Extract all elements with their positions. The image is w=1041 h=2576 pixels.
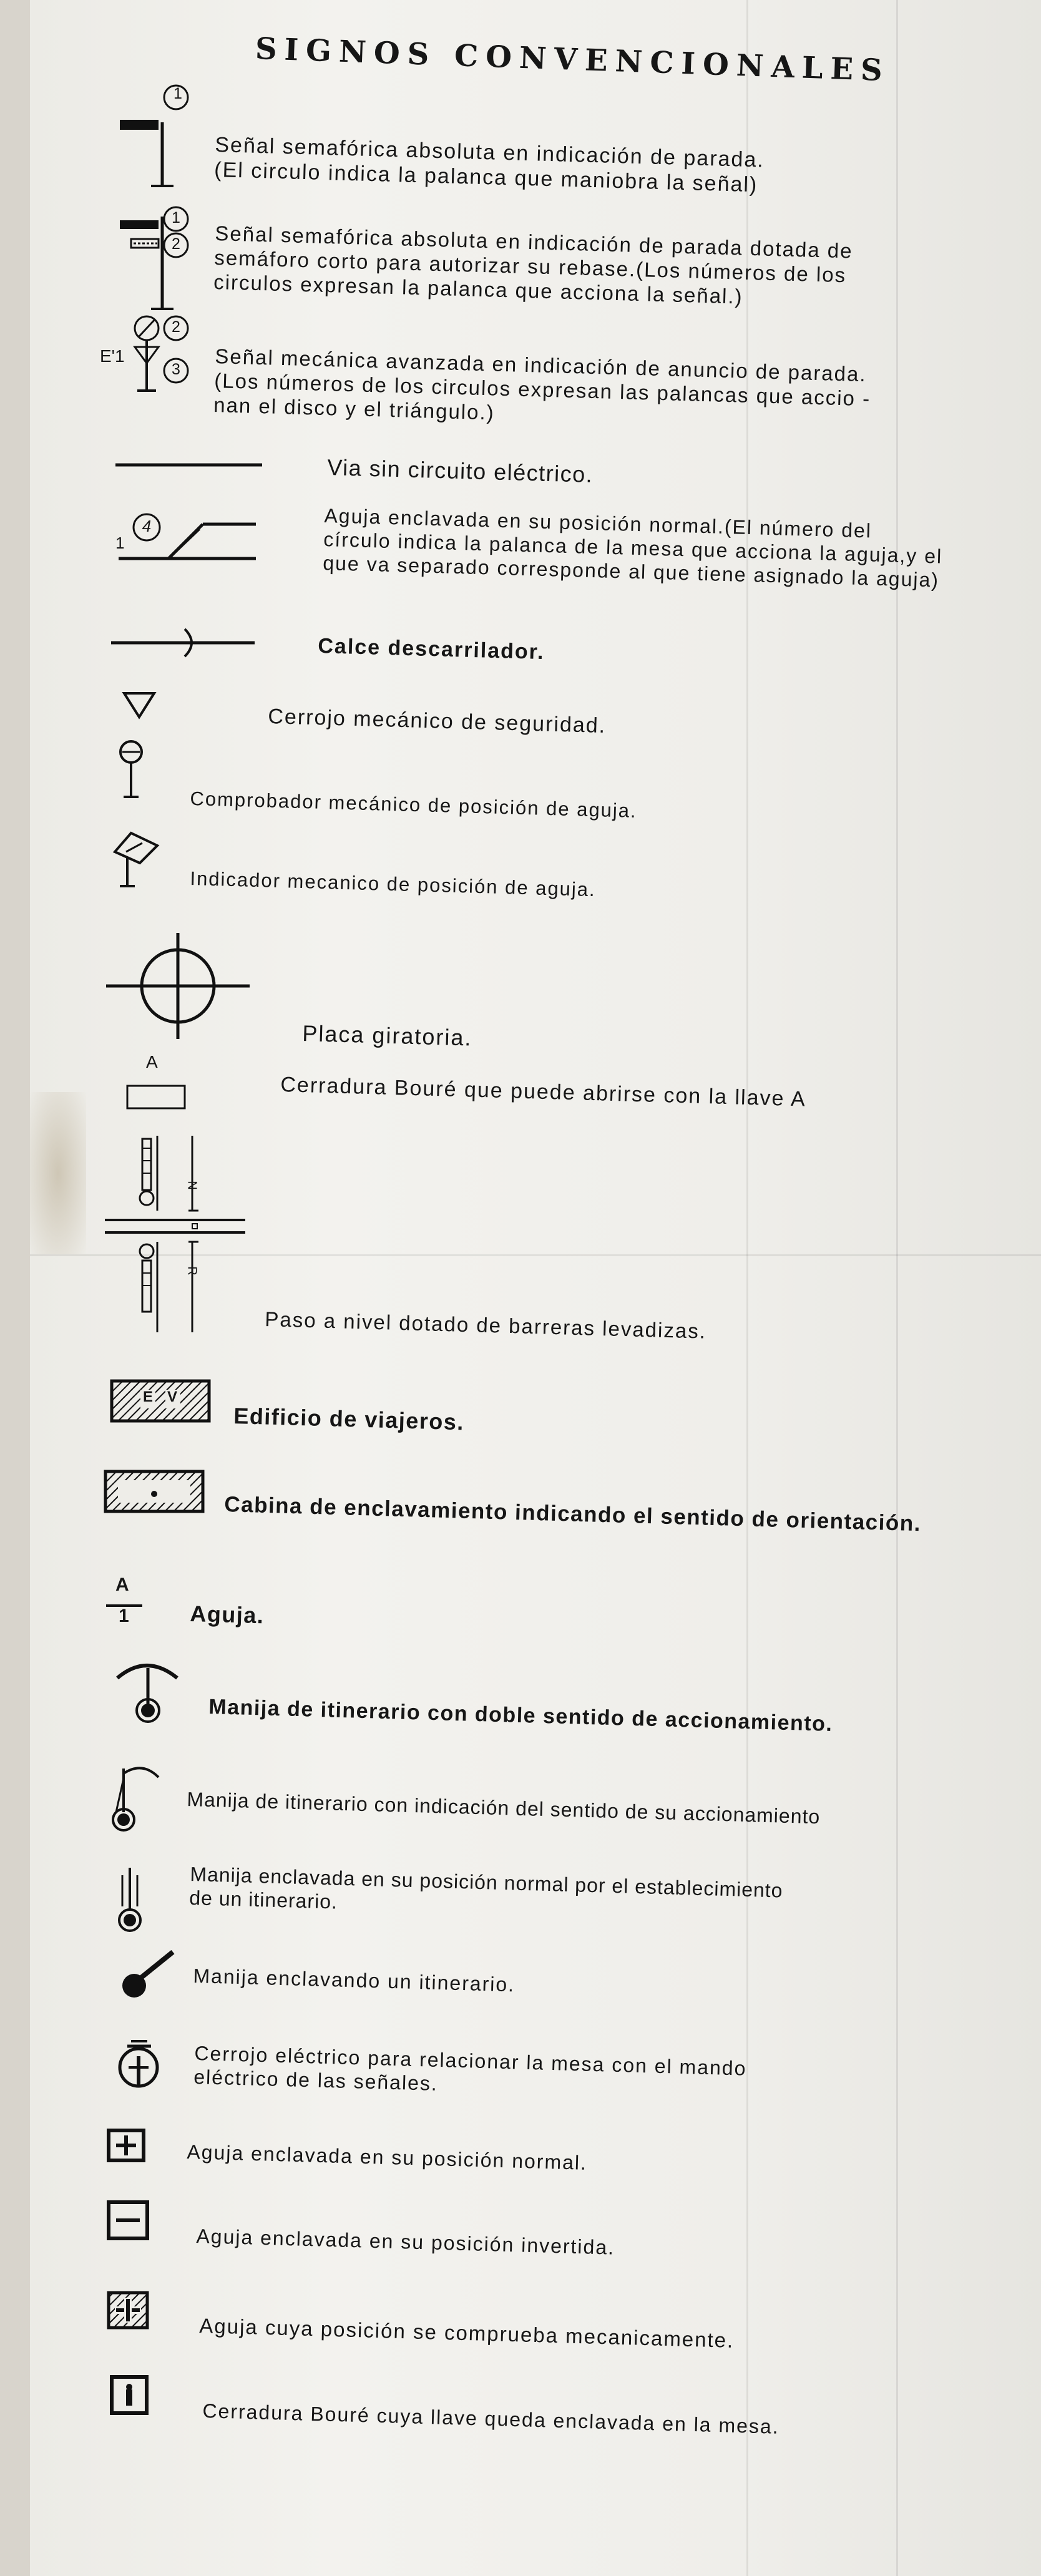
legend-text-indicador: Indicador mecanico de posición de aguja. <box>190 867 597 901</box>
keyhole-box-icon <box>109 2374 153 2418</box>
turntable-icon <box>103 924 253 1048</box>
legend-text-manija-enclavando: Manija enclavando un itinerario. <box>192 1964 516 1996</box>
circle-number: 3 <box>172 361 180 378</box>
plus-box-icon <box>106 2128 150 2165</box>
legend-text-cerrojo-electrico: Cerrojo eléctrico para relacionar la mesa con el mando eléctrico de las señales. <box>193 2042 747 2095</box>
legend-text-aguja-normal-box: Aguja enclavada en su posición normal. <box>186 2140 588 2174</box>
circle-number: 1 <box>174 85 182 102</box>
legend-text-aguja-invertida: Aguja enclavada en su posición invertida. <box>195 2225 615 2259</box>
fold-line <box>896 0 898 2576</box>
legend-text-calce: Calce descarrilador. <box>317 633 545 665</box>
triangle-lock-icon <box>122 690 159 721</box>
minus-box-icon <box>106 2200 156 2243</box>
electric-lock-icon <box>112 2037 169 2094</box>
legend-text-cerradura-a: Cerradura Bouré que puede abrirse con la llave A <box>280 1072 807 1111</box>
legend-text-senal-mecanica: Señal mecánica avanzada en indicación de anuncio de parada. (Los números de los circulos expresan las palancas que accio - nan el disco y el triángulo.) <box>213 344 871 424</box>
fraction-top: A <box>115 1574 129 1595</box>
boure-lock-icon <box>125 1067 193 1111</box>
point-indicator-icon <box>112 827 162 889</box>
distant-signal-icon <box>119 312 212 393</box>
legend-text-manija-sentido: Manija de itinerario con indicación del sentido de su accionamiento <box>186 1788 821 1828</box>
semaphore-signal-short-arm-icon <box>112 203 212 318</box>
route-handle-single-icon <box>111 1760 167 1835</box>
building-letter: V <box>167 1388 178 1405</box>
level-crossing-icon <box>105 1133 255 1339</box>
legend-text-cabina: Cabina de enclavamiento indicando el sentido de orientación. <box>223 1491 922 1536</box>
circle-number: 2 <box>172 235 180 253</box>
legend-text-manija-doble: Manija de itinerario con doble sentido de accionamiento. <box>208 1694 833 1736</box>
legend-text-paso-nivel: Paso a nivel dotado de barreras levadizas. <box>264 1307 707 1343</box>
legend-text-aguja-normal: Aguja enclavada en su posición normal.(El número del círculo indica la palanca de la mesa que acciona la aguja,y el que va separado corresponde al que tiene asignado la aguja) <box>322 504 943 592</box>
legend-text-aguja: Aguja. <box>189 1601 265 1629</box>
legend-text-senal-semaforica: Señal semafórica absoluta en indicación de parada. (El circulo indica la palanca que maniobra la señal) <box>213 132 765 197</box>
fraction-bottom: 1 <box>119 1606 129 1626</box>
legend-text-aguja-comprobada: Aguja cuya posición se comprueba mecanicamente. <box>198 2314 735 2352</box>
page-title: SIGNOS CONVENCIONALES <box>255 31 891 89</box>
signal-label: E'1 <box>100 346 125 366</box>
paper-stain <box>30 1092 86 1254</box>
legend-text-manija-enclavada: Manija enclavada en su posición normal por el establecimiento de un itinerario. <box>188 1863 784 1913</box>
key-letter: A <box>146 1052 158 1071</box>
legend-text-comprobador: Comprobador mecánico de posición de aguja. <box>190 788 638 822</box>
circle-number: 4 <box>142 517 152 535</box>
switch-number: 1 <box>115 534 125 552</box>
semaphore-signal-icon <box>112 75 212 193</box>
route-handle-locked-icon <box>112 1863 150 1938</box>
circle-number: 2 <box>172 318 180 336</box>
barrier-label: N <box>185 1181 199 1190</box>
route-handle-reversed-icon <box>115 1947 184 2003</box>
signal-box-icon <box>103 1466 209 1516</box>
barrier-label: R <box>185 1266 199 1276</box>
circle-number: 1 <box>172 209 180 227</box>
station-building-icon <box>109 1376 215 1426</box>
legend-text-placa: Placa giratoria. <box>301 1020 473 1051</box>
building-letter: E <box>143 1388 154 1405</box>
track-line-icon <box>115 459 265 471</box>
hatched-plus-box-icon <box>106 2290 156 2334</box>
derailer-icon <box>111 624 261 661</box>
legend-text-cerrojo-mecanico: Cerrojo mecánico de seguridad. <box>267 704 607 738</box>
point-detector-icon <box>115 739 153 802</box>
legend-text-edificio: Edificio de viajeros. <box>233 1403 465 1435</box>
legend-text-cerradura-enclavada: Cerradura Bouré cuya llave queda enclavada en la mesa. <box>202 2399 780 2438</box>
legend-text-via: Via sin circuito eléctrico. <box>326 454 594 487</box>
legend-text-semaforo-corto: Señal semafórica absoluta en indicación de parada dotada de semáforo corto para autorizar su rebase.(Los números de los circulos expresan la palanca que acciona la señal.) <box>213 222 854 308</box>
route-handle-double-icon <box>112 1657 187 1725</box>
